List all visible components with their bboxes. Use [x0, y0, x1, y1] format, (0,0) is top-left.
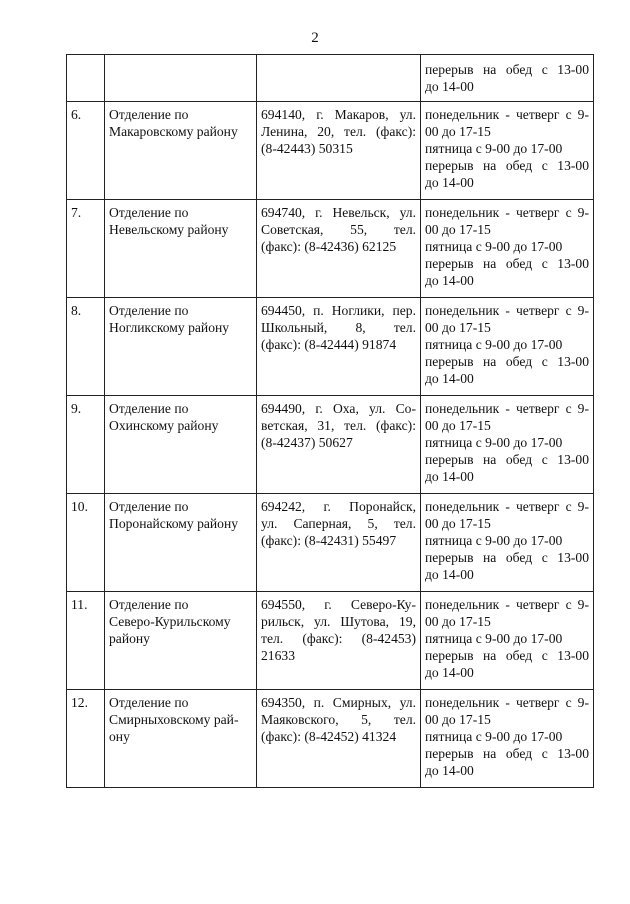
- address-line: ветская, 31, тел. (факс):: [261, 418, 416, 433]
- office-address: [257, 592, 421, 690]
- address-line: Советская, 55, тел.: [261, 222, 416, 237]
- hours-line: перерыв на обед с 13-00: [425, 256, 589, 271]
- office-name-line: Охинскому району: [109, 418, 219, 433]
- table-row-continued: [67, 55, 594, 102]
- hours-line: 00 до 17-15: [425, 614, 491, 629]
- table-row: [67, 494, 594, 592]
- office-name: [105, 396, 257, 494]
- hours-line: 00 до 17-15: [425, 516, 491, 531]
- hours-line: пятница с 9-00 до 17-00: [425, 337, 563, 352]
- hours-cell: [421, 55, 594, 102]
- office-hours: [421, 298, 594, 396]
- address-line: 694140, г. Макаров, ул.: [261, 107, 416, 122]
- hours-line: понедельник - четверг с 9-: [425, 597, 589, 612]
- office-name-line: Невельскому району: [109, 222, 229, 237]
- office-address: [257, 200, 421, 298]
- row-number: 9.: [67, 396, 105, 494]
- hours-line: понедельник - четверг с 9-: [425, 205, 589, 220]
- office-hours: [421, 200, 594, 298]
- table-body: [67, 55, 594, 788]
- hours-line: 00 до 17-15: [425, 222, 491, 237]
- office-name-line: Отделение по: [109, 695, 189, 710]
- hours-line: до 14-00: [425, 273, 474, 288]
- office-address: [257, 298, 421, 396]
- hours-line: 00 до 17-15: [425, 418, 491, 433]
- office-name-line: Северо-Курильскому: [109, 614, 231, 629]
- hours-line: пятница с 9-00 до 17-00: [425, 141, 563, 156]
- hours-line: понедельник - четверг с 9-: [425, 695, 589, 710]
- name-cell: [105, 55, 257, 102]
- row-number: 12.: [67, 690, 105, 788]
- hours-line: до 14-00: [425, 79, 474, 94]
- office-name-line: Отделение по: [109, 597, 189, 612]
- hours-line: перерыв на обед с 13-00: [425, 452, 589, 467]
- office-name: [105, 690, 257, 788]
- office-name-line: Отделение по: [109, 205, 189, 220]
- office-hours: [421, 494, 594, 592]
- office-address: [257, 690, 421, 788]
- hours-line: понедельник - четверг с 9-: [425, 303, 589, 318]
- office-hours: [421, 592, 594, 690]
- page-number: 2: [311, 30, 319, 46]
- address-line: 21633: [261, 648, 295, 663]
- hours-line: понедельник - четверг с 9-: [425, 401, 589, 416]
- office-name: [105, 494, 257, 592]
- row-number: 11.: [67, 592, 105, 690]
- address-line: рильск, ул. Шутова, 19,: [261, 614, 416, 629]
- hours-line: перерыв на обед с 13-00: [425, 158, 589, 173]
- office-name: [105, 200, 257, 298]
- address-line: Маяковского, 5, тел.: [261, 712, 416, 727]
- address-cell: [257, 55, 421, 102]
- table-row: [67, 396, 594, 494]
- table-row: [67, 592, 594, 690]
- hours-line: перерыв на обед с 13-00: [425, 648, 589, 663]
- office-address: [257, 396, 421, 494]
- hours-line: перерыв на обед с 13-00: [425, 550, 589, 565]
- office-name-line: Ногликскому району: [109, 320, 230, 335]
- row-number: 10.: [67, 494, 105, 592]
- address-line: (факс): (8-42444) 91874: [261, 337, 397, 352]
- office-name-line: Отделение по: [109, 303, 189, 318]
- address-line: (факс): (8-42431) 55497: [261, 533, 397, 548]
- hours-line: пятница с 9-00 до 17-00: [425, 533, 563, 548]
- table-row: [67, 690, 594, 788]
- hours-line: 00 до 17-15: [425, 124, 491, 139]
- address-line: ул. Саперная, 5, тел.: [261, 516, 416, 531]
- office-name: [105, 592, 257, 690]
- address-line: Школьный, 8, тел.: [261, 320, 416, 335]
- hours-line: до 14-00: [425, 175, 474, 190]
- hours-line: до 14-00: [425, 763, 474, 778]
- address-line: 694242, г. Поронайск,: [261, 499, 416, 514]
- hours-line: до 14-00: [425, 567, 474, 582]
- branch-offices-table: [66, 54, 594, 788]
- address-line: тел. (факс): (8-42453): [261, 631, 416, 646]
- hours-line: перерыв на обед с 13-00: [425, 354, 589, 369]
- office-name: [105, 102, 257, 200]
- hours-line: до 14-00: [425, 665, 474, 680]
- office-hours: [421, 396, 594, 494]
- hours-line: понедельник - четверг с 9-: [425, 107, 589, 122]
- row-number: 6.: [67, 102, 105, 200]
- hours-line: пятница с 9-00 до 17-00: [425, 631, 563, 646]
- office-hours: [421, 690, 594, 788]
- hours-line: до 14-00: [425, 371, 474, 386]
- office-name-line: Отделение по: [109, 401, 189, 416]
- office-address: [257, 102, 421, 200]
- hours-line: пятница с 9-00 до 17-00: [425, 435, 563, 450]
- office-name-line: району: [109, 631, 150, 646]
- address-line: 694550, г. Северо-Ку-: [261, 597, 416, 612]
- hours-line: до 14-00: [425, 469, 474, 484]
- address-line: (8-42437) 50627: [261, 435, 353, 450]
- table-row: [67, 200, 594, 298]
- row-number: 7.: [67, 200, 105, 298]
- office-name-line: Поронайскому району: [109, 516, 239, 531]
- office-name-line: ону: [109, 729, 130, 744]
- address-line: 694740, г. Невельск, ул.: [261, 205, 416, 220]
- hours-line: пятница с 9-00 до 17-00: [425, 729, 563, 744]
- table-row: [67, 102, 594, 200]
- hours-line: понедельник - четверг с 9-: [425, 499, 589, 514]
- office-name-line: Отделение по: [109, 499, 189, 514]
- hours-line: 00 до 17-15: [425, 712, 491, 727]
- office-hours: [421, 102, 594, 200]
- number-cell: [67, 55, 105, 102]
- office-address: [257, 494, 421, 592]
- office-name-line: Смирныховскому рай-: [109, 712, 239, 727]
- address-line: (8-42443) 50315: [261, 141, 353, 156]
- hours-line: перерыв на обед с 13-00: [425, 62, 589, 77]
- address-line: 694450, п. Ноглики, пер.: [261, 303, 416, 318]
- office-name-line: Отделение по: [109, 107, 189, 122]
- hours-line: 00 до 17-15: [425, 320, 491, 335]
- row-number: 8.: [67, 298, 105, 396]
- address-line: Ленина, 20, тел. (факс):: [261, 124, 416, 139]
- address-line: (факс): (8-42452) 41324: [261, 729, 397, 744]
- hours-line: перерыв на обед с 13-00: [425, 746, 589, 761]
- address-line: 694350, п. Смирных, ул.: [261, 695, 416, 710]
- address-line: 694490, г. Оха, ул. Со-: [261, 401, 416, 416]
- office-name: [105, 298, 257, 396]
- office-name-line: Макаровскому району: [109, 124, 238, 139]
- table-row: [67, 298, 594, 396]
- address-line: (факс): (8-42436) 62125: [261, 239, 397, 254]
- hours-line: пятница с 9-00 до 17-00: [425, 239, 563, 254]
